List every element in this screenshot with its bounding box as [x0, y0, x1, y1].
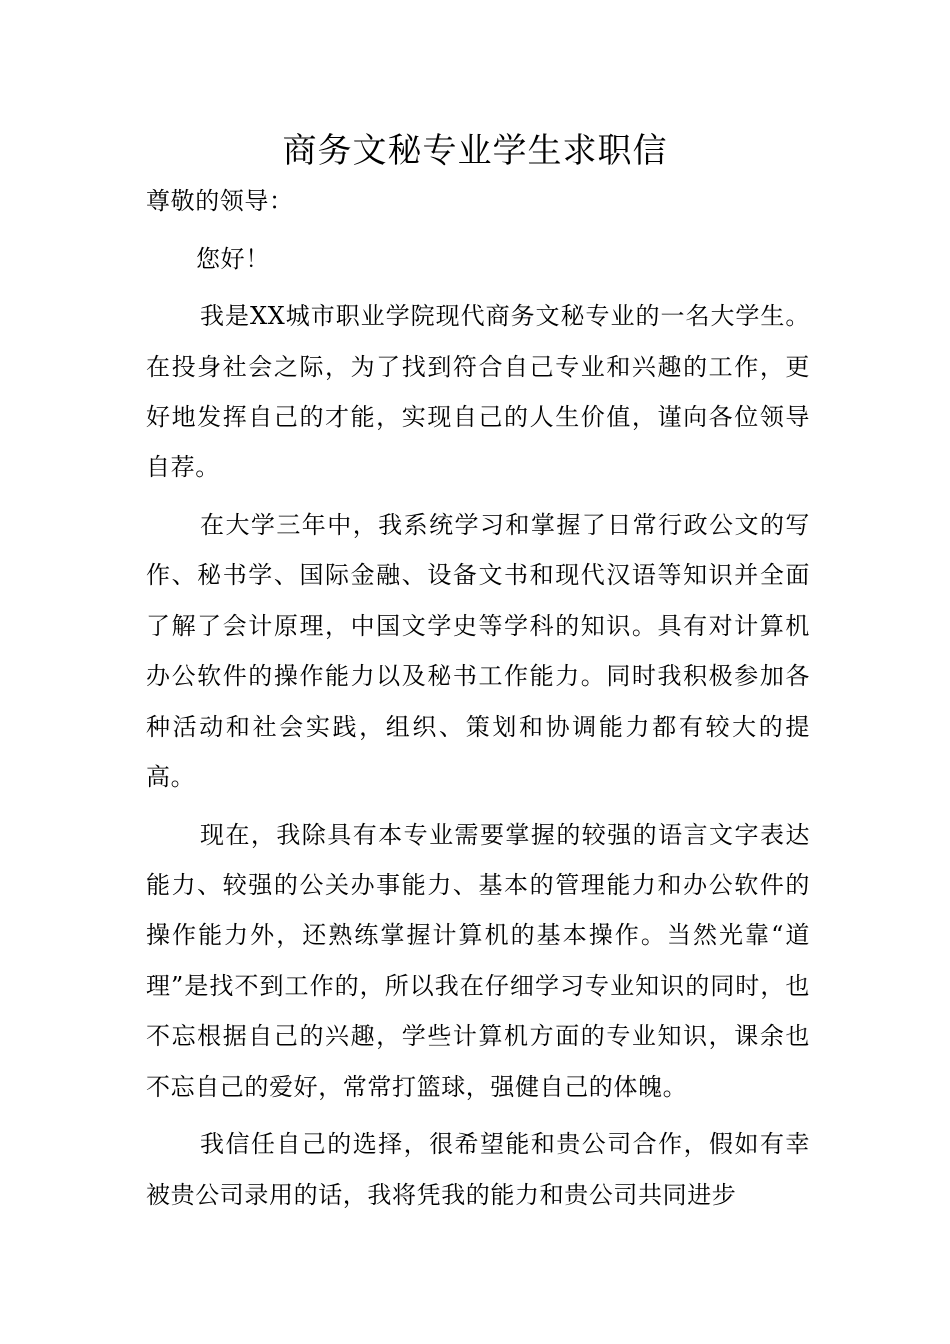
document-title: 商务文秘专业学生求职信 — [282, 131, 668, 171]
salutation: 尊敬的领导： — [146, 187, 294, 215]
paragraph: 我是XX城市职业学院现代商务文秘专业的一名大学生。在投身社会之际，为了找到符合自己专业和兴趣的工作，更好地发挥自己的才能，实现自己的人生价值，谨向各位领导自荐。 — [146, 302, 810, 482]
paragraph: 我信任自己的选择，很希望能和贵公司合作，假如有幸被贵公司录用的话，我将凭我的能力和贵公司共同进步 — [146, 1130, 810, 1209]
greeting: 您好！ — [196, 244, 270, 273]
paragraph: 在大学三年中，我系统学习和掌握了日常行政公文的写作、秘书学、国际金融、设备文书和现代汉语等知识并全面了解了会计原理，中国文学史等学科的知识。具有对计算机办公软件的操作能力以及秘书工作能力。同时我积极参加各种活动和社会实践，组织、策划和协调能力都有较大的提高。 — [146, 511, 810, 792]
paragraph: 现在，我除具有本专业需要掌握的较强的语言文字表达能力、较强的公关办事能力、基本的管理能力和办公软件的操作能力外，还熟练掌握计算机的基本操作。当然光靠“道理”是找不到工作的，所以我在仔细学习专业知识的同时，也不忘根据自己的兴趣，学些计算机方面的专业知识，课余也不忘自己的爱好，常常打篮球，强健自己的体魄。 — [146, 820, 810, 1101]
letter-body — [146, 176, 810, 1220]
